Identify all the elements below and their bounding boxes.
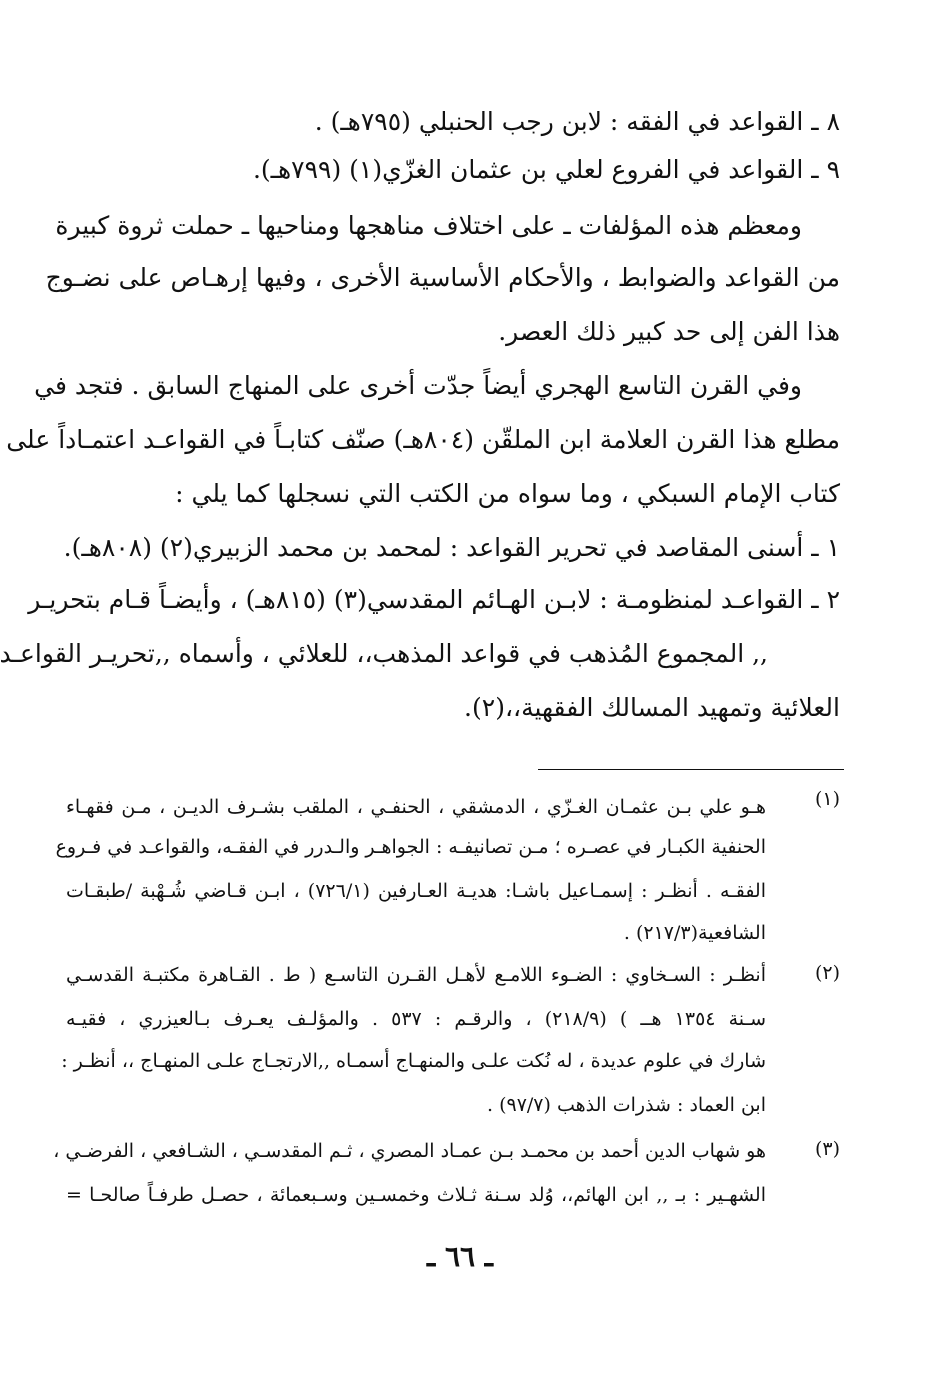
footnote-3-line-1: هو شهاب الدين أحمد بن محمـد بـن عمـاد المصري ، ثـم المقدسـي ، الشـافعي ، الفرضـي ،	[53, 1140, 766, 1162]
body-line-4: من القواعد والضوابط ، والأحكام الأساسية الأخرى ، وفيها إرهـاص على نضـوج	[45, 263, 840, 292]
footnote-3-line-2: الشهـير : بـ ,, ابن الهائم،، وُلد سـنة ثـلاث وخمسـين وسـبعمائة ، حصـل طرفـاً صالحـا =	[66, 1184, 766, 1206]
footnote-2-line-4: ابن العماد : شذرات الذهب (٩٧/٧) .	[487, 1094, 766, 1116]
footnote-number-1: (١)	[814, 788, 840, 810]
footnote-2-line-2: سـنة ١٣٥٤ هــ ) (٢١٨/٩) ، والرقـم : ٥٣٧ . والمؤلـف يعـرف بـالعيزري ، فقيـه	[66, 1008, 766, 1030]
body-line-2: ٩ ـ القواعد في الفروع لعلي بن عثمان الغزّي(١) (٧٩٩هـ).	[252, 155, 840, 184]
body-line-6: وفي القرن التاسع الهجري أيضاً جدّت أخرى على المنهاج السابق . فتجد في	[34, 371, 802, 400]
footnote-separator	[538, 769, 844, 770]
body-line-12: العلائية وتمهيد المسالك الفقهية،،(٢).	[464, 693, 840, 722]
footnote-number-2: (٢)	[814, 962, 840, 984]
footnote-1-line-3: الفقـه . أنظـر : إسمـاعيل باشـا: هديـة العـارفين (٧٢٦/١) ، ابـن قـاضي شُـهْبة /طبقـات	[66, 880, 766, 902]
body-line-7: مطلع هذا القرن العلامة ابن الملقّن (٨٠٤هـ) صنّف كتابـاً في القواعـد اعتمـاداً على	[6, 425, 840, 454]
body-line-11: ,, المجموع المُذهب في قواعد المذهب،، للعلائي ، وأسماه ,,تحريـر القواعـد	[0, 639, 768, 668]
footnote-1-line-4: الشافعية(٢١٧/٣) .	[623, 922, 766, 944]
footnote-2-line-1: أنظـر : السـخاوي : الضـوء اللامـع لأهـل القـرن التاسـع ( ط . القـاهرة مكتبـة القدسـي	[66, 964, 766, 986]
body-line-1: ٨ ـ القواعد في الفقه : لابن رجب الحنبلي (٧٩٥هـ) .	[314, 107, 840, 136]
footnote-1-line-1: هـو علي بـن عثمـان الغـزّي ، الدمشقي ، الحنفـي ، الملقب بشـرف الديـن ، مـن فقهـاء	[66, 796, 766, 818]
body-line-3: ومعظم هذه المؤلفات ـ على اختلاف مناهجها ومناحيها ـ حملت ثروة كبيرة	[55, 211, 802, 240]
body-line-8: كتاب الإمام السبكي ، وما سواه من الكتب التي نسجلها كما يلي :	[175, 479, 840, 508]
body-line-5: هذا الفن إلى حد كبير ذلك العصر.	[498, 317, 840, 346]
footnote-2-line-3: شارك في علوم عديدة ، له نُكت علـى والمنهـاج أسمـاه ,,الارتجـاج علـى المنهـاج ،، أنظـر :	[61, 1050, 766, 1072]
footnote-1-line-2: الحنفية الكبـار في عصـره ؛ مـن تصانيفـه : الجواهـر والـدرر في الفقـه، والقواعـد في فـروع	[55, 836, 766, 858]
body-line-9: ١ ـ أسنى المقاصد في تحرير القواعد : لمحمد بن محمد الزبيري(٢) (٨٠٨هـ).	[63, 533, 840, 562]
body-line-10: ٢ ـ القواعـد لمنظومـة : لابـن الهـائم المقدسي(٣) (٨١٥هـ) ، وأيضـاً قـام بتحريـر	[28, 585, 840, 614]
footnote-number-3: (٣)	[814, 1138, 840, 1160]
page-number: ـ ٦٦ ـ	[427, 1240, 493, 1273]
